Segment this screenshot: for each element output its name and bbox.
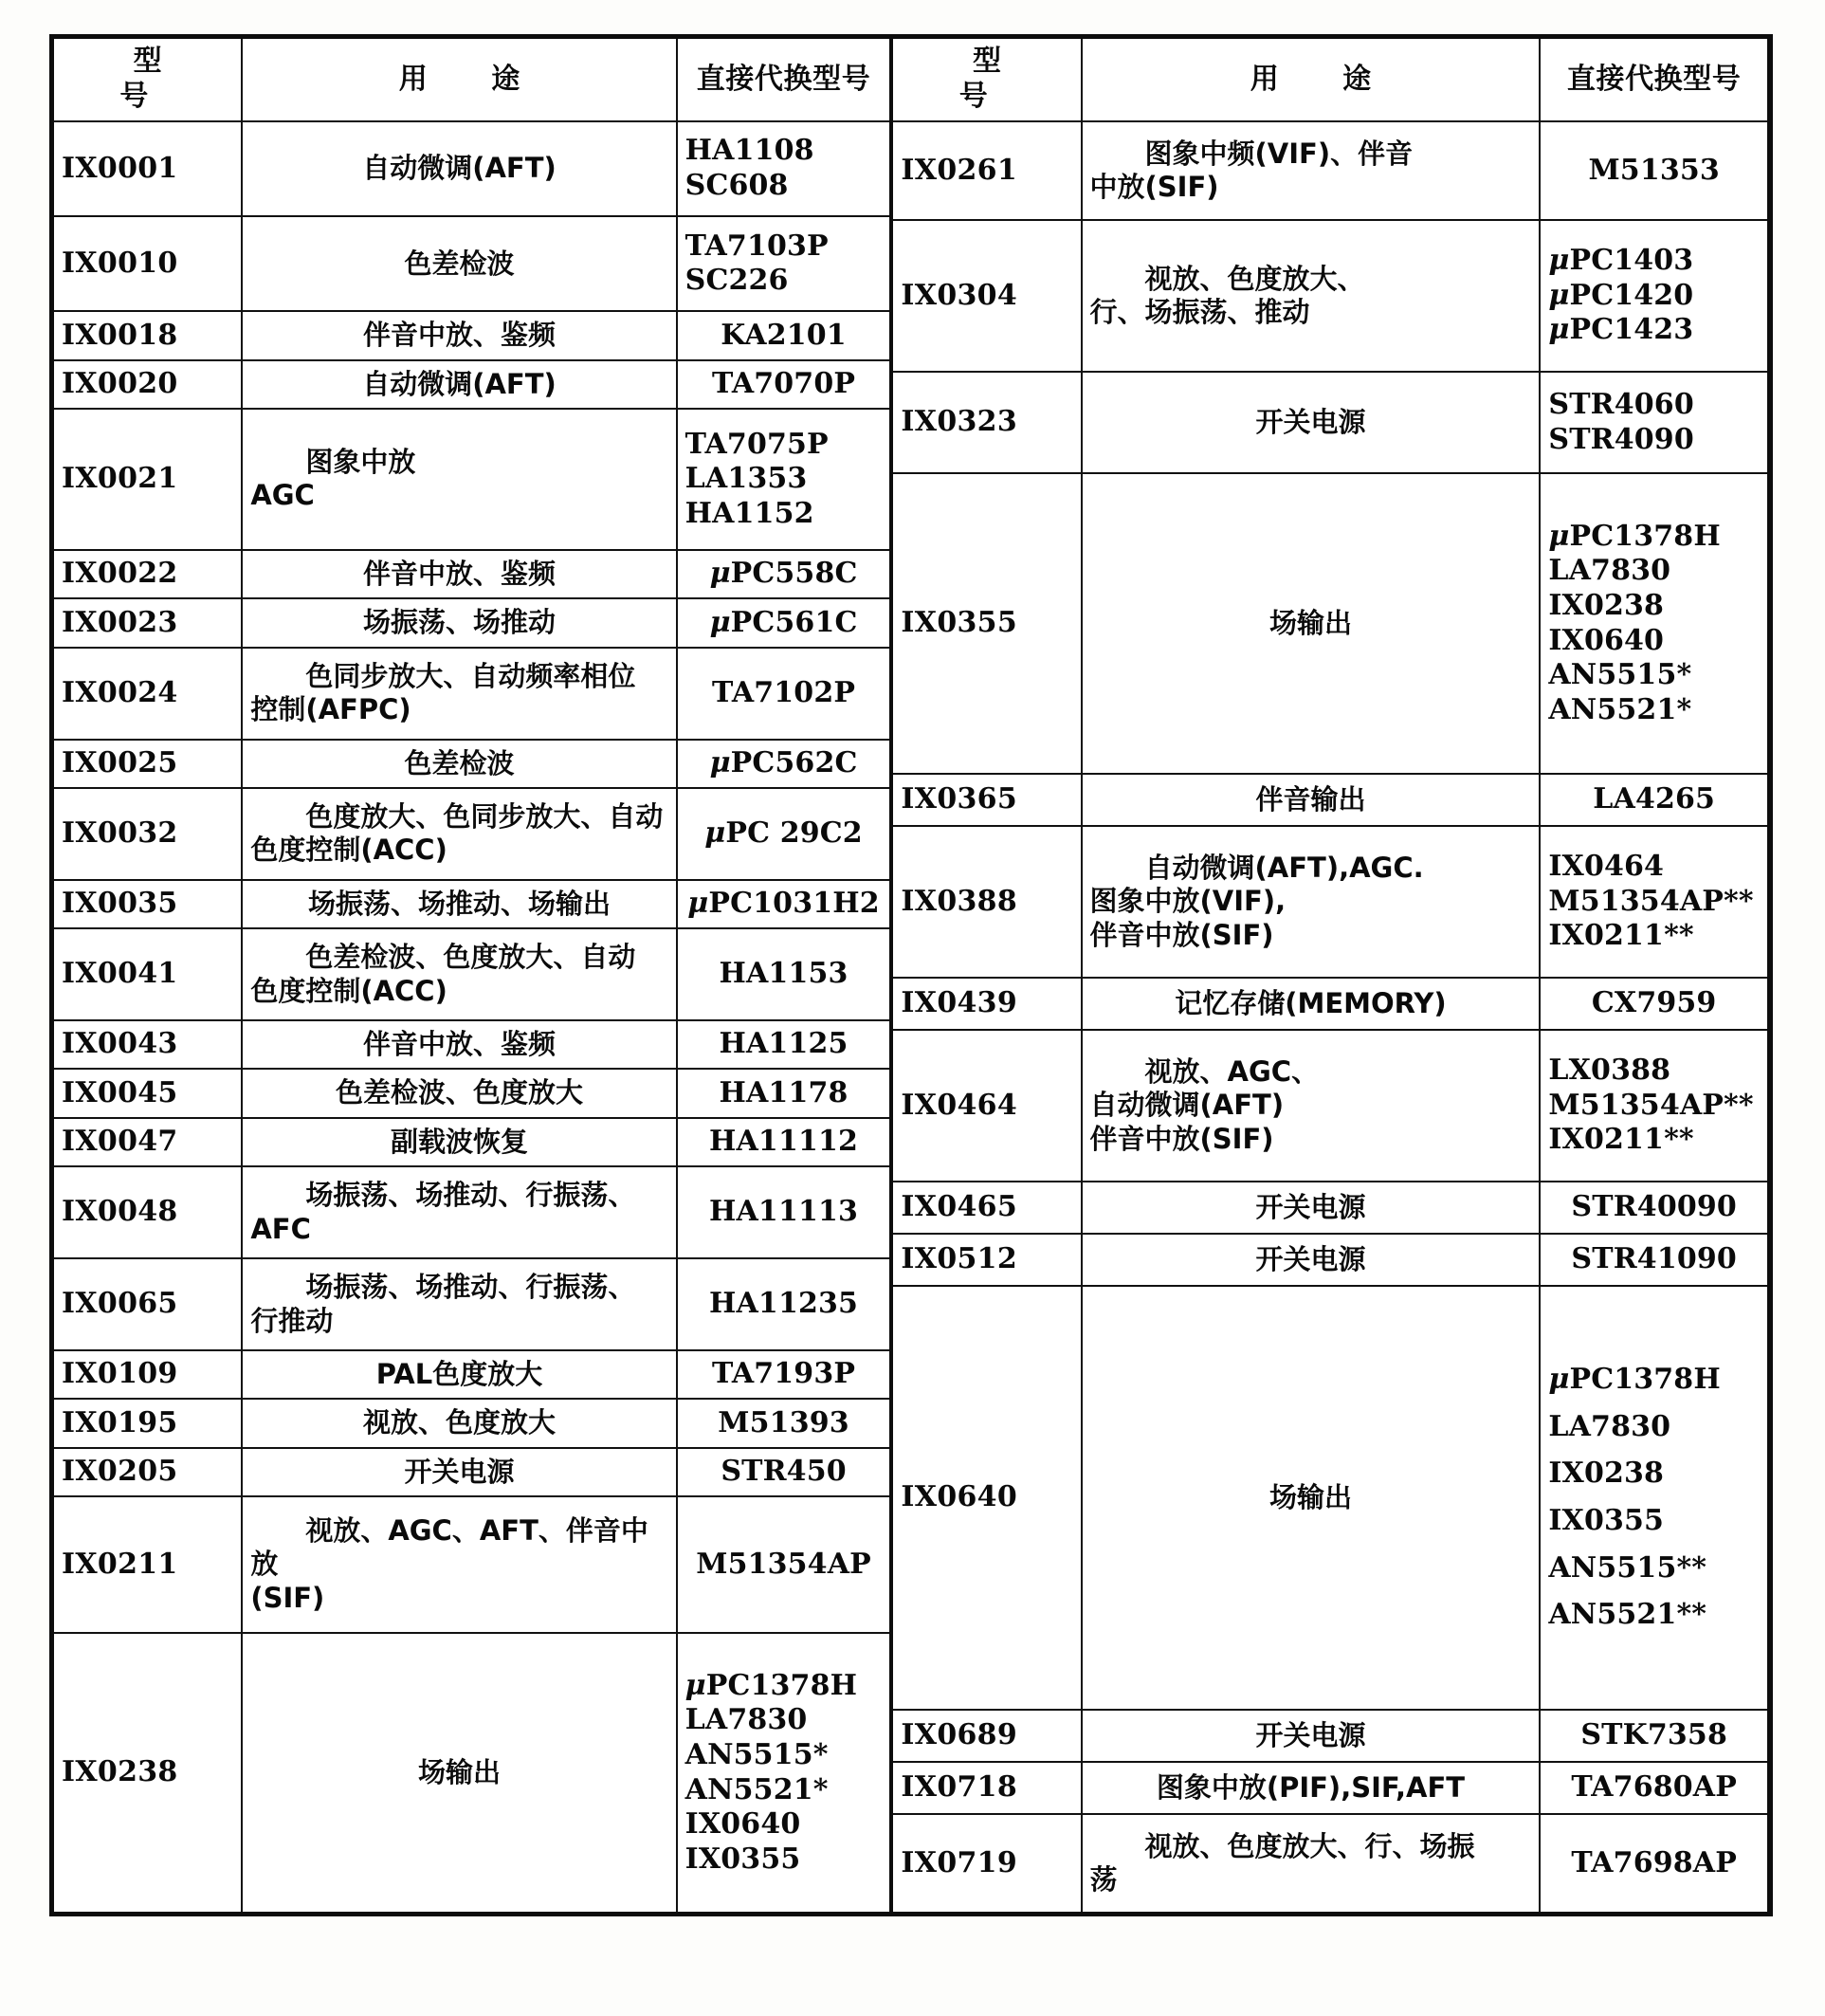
cell-application (1082, 1710, 1541, 1762)
table-row (54, 1633, 889, 1912)
cell-replacement-models (677, 1448, 890, 1496)
table-row (54, 1118, 889, 1166)
application-line: 色差检波、色度放大 (335, 1076, 583, 1109)
replacement-model: IX0640 (684, 1807, 801, 1842)
table-row (54, 1069, 889, 1117)
replacement-model: μPC1423 (1548, 313, 1694, 347)
cell-replacement-models (677, 648, 890, 740)
application-line: 伴音中放、鉴频 (362, 319, 556, 352)
cell-model-number: IX0018 (54, 311, 242, 359)
application-line: 场输出 (1268, 606, 1352, 639)
application-line: 视放、色度放大 (362, 1406, 556, 1439)
application-line: (SIF) (250, 1581, 325, 1614)
replacement-model: μPC1403 (1548, 243, 1694, 277)
cell-model-number: IX0465 (893, 1182, 1081, 1234)
application-line: 自动微调(AFT) (362, 367, 557, 400)
table-row (893, 220, 1767, 372)
replacement-model: IX0640 (1548, 623, 1665, 657)
table-row (54, 1350, 889, 1399)
replacement-model: HA1108 (684, 134, 814, 168)
table-row (54, 1166, 889, 1258)
cell-model-number: IX0719 (893, 1814, 1081, 1912)
cell-model-number: IX0439 (893, 978, 1081, 1030)
replacement-model: STR40090 (1571, 1190, 1737, 1224)
cell-replacement-models (677, 1633, 890, 1912)
cell-replacement-models (1540, 1234, 1767, 1286)
table-row (54, 788, 889, 880)
replacement-model: SC608 (684, 169, 789, 203)
table-row (893, 774, 1767, 826)
cell-application (242, 1350, 676, 1399)
replacement-model: IX0238 (1548, 1457, 1665, 1491)
application-line: 开关电源 (1255, 1718, 1366, 1751)
replacement-model: STR41090 (1571, 1242, 1737, 1276)
replacement-model: IX0238 (1548, 589, 1665, 622)
application-line: 场输出 (417, 1755, 501, 1788)
ic-replacement-table-left (54, 39, 889, 1912)
application-line: 色差检波 (404, 746, 515, 779)
replacement-model: KA2101 (721, 318, 847, 352)
cell-replacement-models (677, 598, 890, 647)
replacement-model: AN5515* (1548, 658, 1692, 692)
cell-application (1082, 121, 1541, 220)
table-row (893, 1030, 1767, 1182)
application-line: 色差检波、色度放大、自动 (305, 941, 636, 974)
application-line: 控制(AFPC) (250, 693, 411, 726)
application-line: 场振荡、场推动、行振荡、 (305, 1271, 636, 1304)
replacement-model: μPC1031H2 (687, 887, 880, 921)
cell-model-number: IX0001 (54, 121, 242, 216)
cell-application (242, 1069, 676, 1117)
table-row (54, 550, 889, 598)
cell-application (1082, 826, 1541, 978)
cell-replacement-models (677, 1069, 890, 1117)
replacement-model: CX7959 (1591, 986, 1717, 1020)
cell-model-number: IX0718 (893, 1762, 1081, 1814)
replacement-model: LA7830 (1548, 1409, 1671, 1443)
cell-replacement-models (1540, 121, 1767, 220)
right-table-half (893, 39, 1767, 1912)
cell-application (242, 1399, 676, 1447)
application-line: 色度控制(ACC) (250, 974, 447, 1007)
cell-replacement-models (1540, 1182, 1767, 1234)
cell-application (242, 550, 676, 598)
replacement-model: IX0211** (1548, 1123, 1694, 1157)
table-row (54, 1448, 889, 1496)
cell-application (242, 928, 676, 1020)
cell-replacement-models (677, 880, 890, 928)
application-line: 视放、色度放大、 (1144, 262, 1365, 295)
replacement-model: M51354AP (696, 1547, 871, 1581)
cell-replacement-models (677, 311, 890, 359)
cell-model-number: IX0043 (54, 1020, 242, 1069)
cell-application (1082, 1234, 1541, 1286)
cell-replacement-models (1540, 978, 1767, 1030)
replacement-model: AN5515** (1548, 1550, 1707, 1585)
cell-replacement-models (677, 928, 890, 1020)
cell-replacement-models (1540, 1030, 1767, 1182)
table-row (54, 360, 889, 409)
cell-model-number: IX0464 (893, 1030, 1081, 1182)
cell-application (1082, 1286, 1541, 1710)
table-row (54, 311, 889, 359)
cell-replacement-models (677, 1166, 890, 1258)
replacement-model: TA7103P (684, 229, 829, 263)
cell-model-number: IX0047 (54, 1118, 242, 1166)
replacement-model: STR450 (721, 1455, 847, 1489)
replacement-model: STR4060 (1548, 387, 1694, 421)
cell-model-number: IX0238 (54, 1633, 242, 1912)
table-row (893, 473, 1767, 774)
cell-application (1082, 372, 1541, 473)
cell-application (242, 598, 676, 647)
cell-application (242, 121, 676, 216)
application-line: PAL色度放大 (375, 1358, 543, 1390)
replacement-model: HA11112 (709, 1125, 859, 1159)
replacement-model: LA7830 (1548, 554, 1671, 588)
replacement-model: LX0388 (1548, 1054, 1671, 1088)
application-line: 开关电源 (1255, 1242, 1366, 1275)
replacement-model: HA1152 (684, 496, 814, 530)
cell-replacement-models (1540, 826, 1767, 978)
application-line: 场振荡、场推动、行振荡、 (305, 1179, 636, 1212)
table-row (893, 1762, 1767, 1814)
cell-replacement-models (677, 1258, 890, 1350)
table-row (54, 1496, 889, 1633)
cell-model-number: IX0304 (893, 220, 1081, 372)
cell-application (242, 1496, 676, 1633)
replacement-model: TA7698AP (1571, 1845, 1737, 1879)
replacement-model: μPC1378H (684, 1668, 858, 1702)
replacement-model: LA4265 (1593, 782, 1716, 816)
left-table-half (54, 39, 893, 1912)
table-header-row (54, 39, 889, 121)
application-line: 伴音中放、鉴频 (362, 1028, 556, 1061)
cell-model-number: IX0045 (54, 1069, 242, 1117)
cell-replacement-models (677, 740, 890, 788)
cell-replacement-models (677, 121, 890, 216)
cell-application (242, 216, 676, 311)
replacement-model: LA1353 (684, 462, 808, 496)
cell-replacement-models (1540, 1762, 1767, 1814)
application-line: 视放、AGC、AFT、伴音中放 (250, 1514, 648, 1581)
replacement-model: IX0355 (684, 1842, 801, 1876)
table-row (893, 826, 1767, 978)
application-line: 图象中放(PIF),SIF,AFT (1156, 1771, 1466, 1804)
column-header-model (893, 39, 1081, 121)
header-label-replacement: 直接代换型号 (696, 62, 871, 96)
cell-application (242, 409, 676, 550)
replacement-model: HA1178 (719, 1075, 849, 1109)
cell-replacement-models (677, 1118, 890, 1166)
cell-application (242, 1258, 676, 1350)
cell-model-number: IX0689 (893, 1710, 1081, 1762)
cell-model-number: IX0025 (54, 740, 242, 788)
table-row (54, 1020, 889, 1069)
application-line: 中放(SIF) (1089, 170, 1219, 203)
replacement-model: M51354AP** (1548, 884, 1754, 918)
cell-application (242, 740, 676, 788)
cell-application (1082, 1814, 1541, 1912)
replacement-model: μPC1378H (1548, 1363, 1721, 1397)
cell-model-number: IX0640 (893, 1286, 1081, 1710)
table-row (54, 1399, 889, 1447)
cell-model-number: IX0023 (54, 598, 242, 647)
cell-replacement-models (1540, 774, 1767, 826)
application-line: AGC (250, 479, 315, 512)
cell-application (242, 311, 676, 359)
cell-model-number: IX0021 (54, 409, 242, 550)
application-line: 色同步放大、自动频率相位 (305, 659, 636, 692)
column-header-use (1082, 39, 1541, 121)
cell-application (242, 880, 676, 928)
replacement-model: μPC558C (709, 557, 858, 591)
cell-model-number: IX0195 (54, 1399, 242, 1447)
cell-application (242, 1448, 676, 1496)
application-line: 开关电源 (404, 1455, 515, 1488)
cell-replacement-models (1540, 1710, 1767, 1762)
cell-application (1082, 1182, 1541, 1234)
cell-application (1082, 220, 1541, 372)
replacement-model: M51353 (1588, 153, 1720, 187)
replacement-model: μPC561C (709, 605, 858, 639)
cell-replacement-models (677, 409, 890, 550)
header-label-use: 用 途 (398, 62, 547, 96)
cell-replacement-models (1540, 220, 1767, 372)
replacement-model: HA11113 (709, 1195, 859, 1229)
cell-model-number: IX0355 (893, 473, 1081, 774)
cell-replacement-models (677, 1020, 890, 1069)
replacement-model: STK7358 (1580, 1718, 1727, 1752)
application-line: 伴音输出 (1255, 782, 1366, 816)
application-line: 场输出 (1268, 1480, 1352, 1513)
cell-replacement-models (1540, 1286, 1767, 1710)
cell-application (1082, 774, 1541, 826)
application-line: 开关电源 (1255, 1190, 1366, 1223)
cell-application (1082, 1762, 1541, 1814)
cell-model-number: IX0261 (893, 121, 1081, 220)
cell-model-number: IX0065 (54, 1258, 242, 1350)
table-row (893, 1234, 1767, 1286)
application-line: 视放、色度放大、行、场振 (1144, 1829, 1475, 1862)
cell-replacement-models (677, 550, 890, 598)
replacement-model: μPC562C (709, 745, 858, 779)
cell-replacement-models (677, 1496, 890, 1633)
table-row (54, 928, 889, 1020)
cell-model-number: IX0048 (54, 1166, 242, 1258)
cell-replacement-models (677, 1399, 890, 1447)
replacement-model: STR4090 (1548, 422, 1694, 456)
application-line: 行推动 (250, 1304, 334, 1337)
replacement-model: TA7680AP (1571, 1770, 1737, 1805)
cell-model-number: IX0032 (54, 788, 242, 880)
application-line: 图象中放(VIF), (1089, 885, 1287, 918)
table-row (54, 1258, 889, 1350)
header-label-model: 型 号 (119, 45, 190, 113)
table-row (54, 598, 889, 647)
header-label-replacement: 直接代换型号 (1566, 62, 1742, 96)
replacement-model: IX0464 (1548, 850, 1665, 884)
replacement-model: TA7193P (712, 1357, 856, 1391)
application-line: 自动微调(AFT) (362, 152, 557, 185)
tables-row (54, 39, 1767, 1912)
replacement-model: TA7070P (712, 367, 856, 401)
table-row (893, 1814, 1767, 1912)
cell-model-number: IX0205 (54, 1448, 242, 1496)
table-row (893, 1182, 1767, 1234)
cell-model-number: IX0024 (54, 648, 242, 740)
replacement-model: HA1125 (719, 1027, 849, 1061)
cell-replacement-models (677, 216, 890, 311)
application-line: 色差检波 (404, 247, 515, 280)
cell-model-number: IX0211 (54, 1496, 242, 1633)
replacement-model: IX0355 (1548, 1504, 1665, 1538)
replacement-model: μPC 29C2 (704, 816, 863, 851)
column-header-replacement (1540, 39, 1767, 121)
replacement-model: AN5515* (684, 1737, 829, 1771)
table-row (54, 409, 889, 550)
application-line: 自动微调(AFT),AGC. (1144, 851, 1424, 884)
table-row (893, 372, 1767, 473)
cell-application (242, 788, 676, 880)
cell-model-number: IX0512 (893, 1234, 1081, 1286)
cell-replacement-models (1540, 1814, 1767, 1912)
header-label-use: 用 途 (1250, 62, 1398, 96)
cell-replacement-models (677, 788, 890, 880)
replacement-model: M51393 (718, 1405, 849, 1439)
table-row (54, 880, 889, 928)
column-header-replacement (677, 39, 890, 121)
application-line: 荡 (1089, 1863, 1118, 1897)
replacement-model: M51354AP** (1548, 1088, 1754, 1122)
replacement-model: μPC1420 (1548, 278, 1694, 312)
cell-model-number: IX0323 (893, 372, 1081, 473)
table-frame (49, 34, 1773, 1916)
cell-application (242, 1118, 676, 1166)
replacement-model: AN5521** (1548, 1598, 1707, 1632)
replacement-model: HA11235 (709, 1287, 859, 1321)
replacement-model: LA7830 (684, 1703, 808, 1737)
cell-application (1082, 978, 1541, 1030)
application-line: 行、场振荡、推动 (1089, 295, 1310, 328)
cell-application (242, 360, 676, 409)
cell-model-number: IX0041 (54, 928, 242, 1020)
table-row (893, 121, 1767, 220)
application-line: 色度放大、色同步放大、自动 (305, 800, 664, 833)
cell-model-number: IX0020 (54, 360, 242, 409)
replacement-model: IX0211** (1548, 919, 1694, 953)
application-line: 图象中频(VIF)、伴音 (1144, 137, 1414, 170)
cell-model-number: IX0388 (893, 826, 1081, 978)
cell-application (242, 1166, 676, 1258)
replacement-model: TA7075P (684, 427, 829, 461)
table-header-row (893, 39, 1767, 121)
application-line: 场振荡、场推动、场输出 (307, 887, 611, 920)
cell-model-number: IX0109 (54, 1350, 242, 1399)
replacement-model: SC226 (684, 264, 789, 298)
application-line: 副载波恢复 (390, 1125, 528, 1158)
application-line: 自动微调(AFT) (1089, 1089, 1285, 1122)
header-label-model: 型 号 (958, 45, 1029, 113)
replacement-model: TA7102P (712, 675, 856, 709)
cell-model-number: IX0035 (54, 880, 242, 928)
application-line: 伴音中放(SIF) (1089, 918, 1274, 951)
application-line: 视放、AGC、 (1144, 1054, 1320, 1088)
table-row (893, 978, 1767, 1030)
table-row (54, 740, 889, 788)
cell-application (1082, 473, 1541, 774)
cell-replacement-models (1540, 473, 1767, 774)
application-line: AFC (250, 1212, 311, 1245)
table-row (893, 1286, 1767, 1710)
table-row (54, 648, 889, 740)
application-line: 开关电源 (1255, 405, 1366, 438)
cell-replacement-models (677, 1350, 890, 1399)
replacement-model: μPC1378H (1548, 519, 1721, 553)
application-line: 图象中放 (305, 446, 416, 479)
application-line: 伴音中放、鉴频 (362, 557, 556, 590)
cell-model-number: IX0022 (54, 550, 242, 598)
cell-model-number: IX0010 (54, 216, 242, 311)
column-header-model (54, 39, 242, 121)
cell-replacement-models (677, 360, 890, 409)
table-row (893, 1710, 1767, 1762)
application-line: 记忆存储(MEMORY) (1175, 986, 1447, 1019)
application-line: 场振荡、场推动 (362, 606, 556, 639)
table-row (54, 121, 889, 216)
cell-application (242, 648, 676, 740)
application-line: 色度控制(ACC) (250, 834, 447, 867)
replacement-model: HA1153 (719, 957, 849, 991)
ic-replacement-table-right (893, 39, 1767, 1912)
cell-application (242, 1633, 676, 1912)
cell-replacement-models (1540, 372, 1767, 473)
replacement-model: AN5521* (1548, 692, 1692, 726)
cell-application (242, 1020, 676, 1069)
application-line: 伴音中放(SIF) (1089, 1122, 1274, 1155)
cell-model-number: IX0365 (893, 774, 1081, 826)
replacement-model: AN5521* (684, 1772, 829, 1806)
cell-application (1082, 1030, 1541, 1182)
column-header-use (242, 39, 676, 121)
table-row (54, 216, 889, 311)
